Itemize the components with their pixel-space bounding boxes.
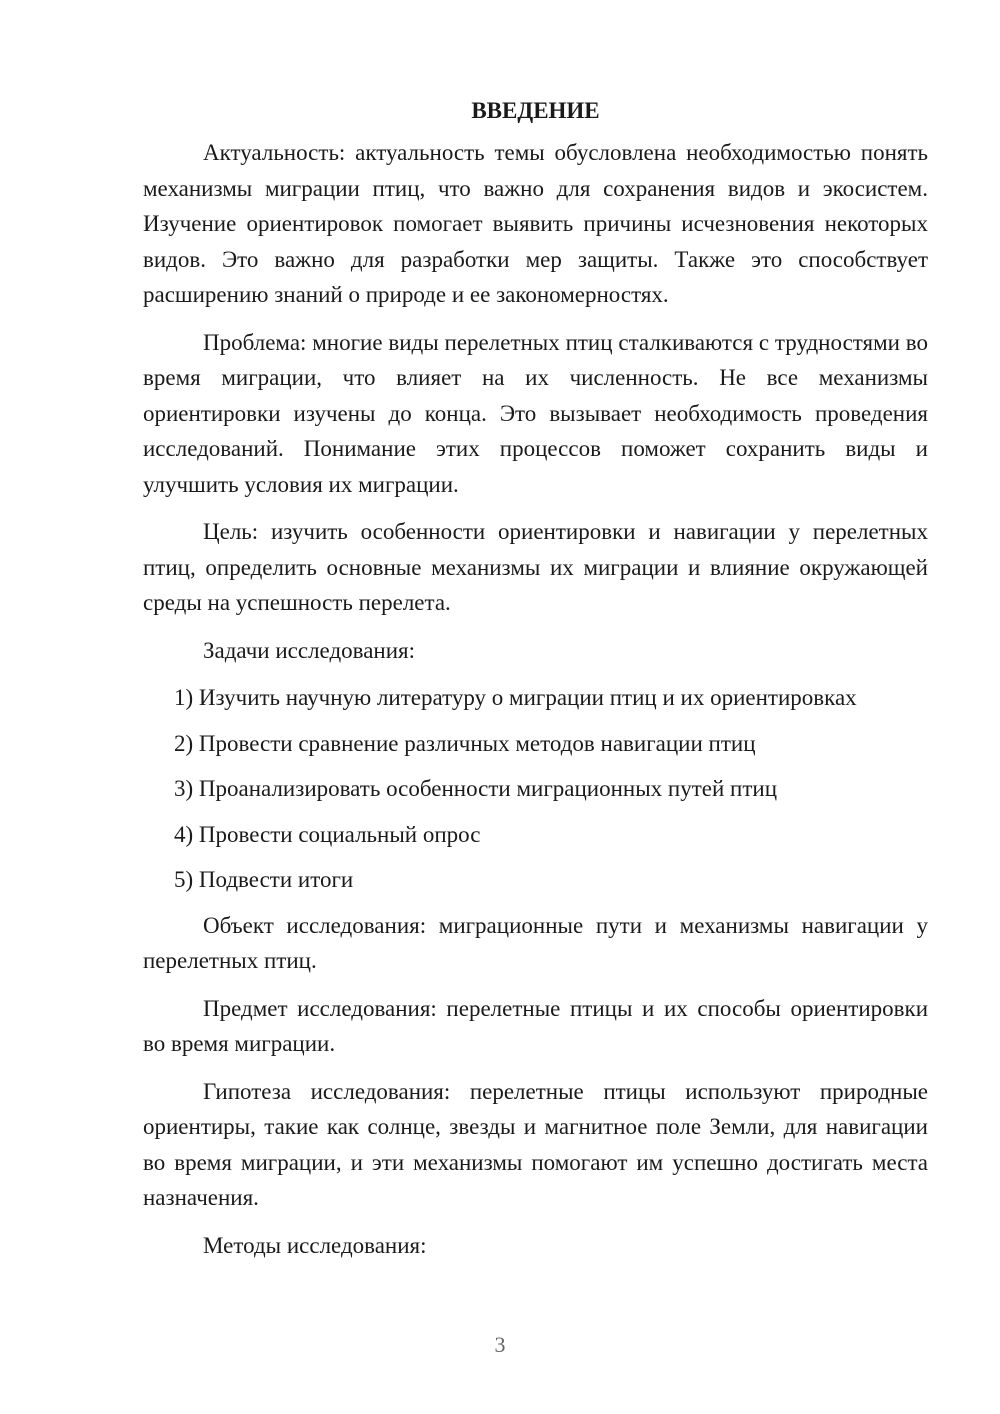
task-item: 2) Провести сравнение различных методов навигации птиц <box>174 730 756 756</box>
problem-paragraph: Проблема: многие виды перелетных птиц сталкиваются с трудностями во время миграции, что влияет на их численность. Не все механизмы ориентировки изучены до конца. Это вызывает необходимость проведения исследований. Понимание этих процессов поможет сохранить виды и улучшить условия их миграции. <box>143 329 928 497</box>
subject-paragraph: Предмет исследования: перелетные птицы и их способы ориентировки во время миграции. <box>143 995 928 1056</box>
relevance-paragraph: Актуальность: актуальность темы обусловлена необходимостью понять механизмы миграции птиц, что важно для сохранения видов и экосистем. Изучение ориентировок помогает выявить причины исчезновения некоторых видов. Это важно для разработки мер защиты. Также это способствует расширению знаний о природе и ее закономерностях. <box>143 140 928 307</box>
hypothesis-paragraph: Гипотеза исследования: перелетные птицы используют природные ориентиры, такие как солнце, звезды и магнитное поле Земли, для навигации во время миграции, и эти механизмы помогают им успешно достигать места назначения. <box>143 1078 928 1210</box>
task-item: 4) Провести социальный опрос <box>174 821 481 847</box>
tasks-list <box>143 680 928 898</box>
methods-heading: Методы исследования: <box>203 1232 427 1258</box>
page-content <box>143 96 928 1275</box>
object-paragraph: Объект исследования: миграционные пути и механизмы навигации у перелетных птиц. <box>143 912 928 973</box>
task-item: 5) Подвести итоги <box>174 867 354 892</box>
page-number: 3 <box>494 1332 506 1357</box>
goal-paragraph: Цель: изучить особенности ориентировки и навигации у перелетных птиц, определить основные механизмы их миграции и влияние окружающей среды на успешность перелета. <box>143 519 928 615</box>
section-title: ВВЕДЕНИЕ <box>471 98 600 123</box>
task-item: 3) Проанализировать особенности миграционных путей птиц <box>174 776 778 801</box>
task-item: 1) Изучить научную литературу о миграции птиц и их ориентировках <box>174 685 857 710</box>
tasks-heading: Задачи исследования: <box>203 637 416 663</box>
